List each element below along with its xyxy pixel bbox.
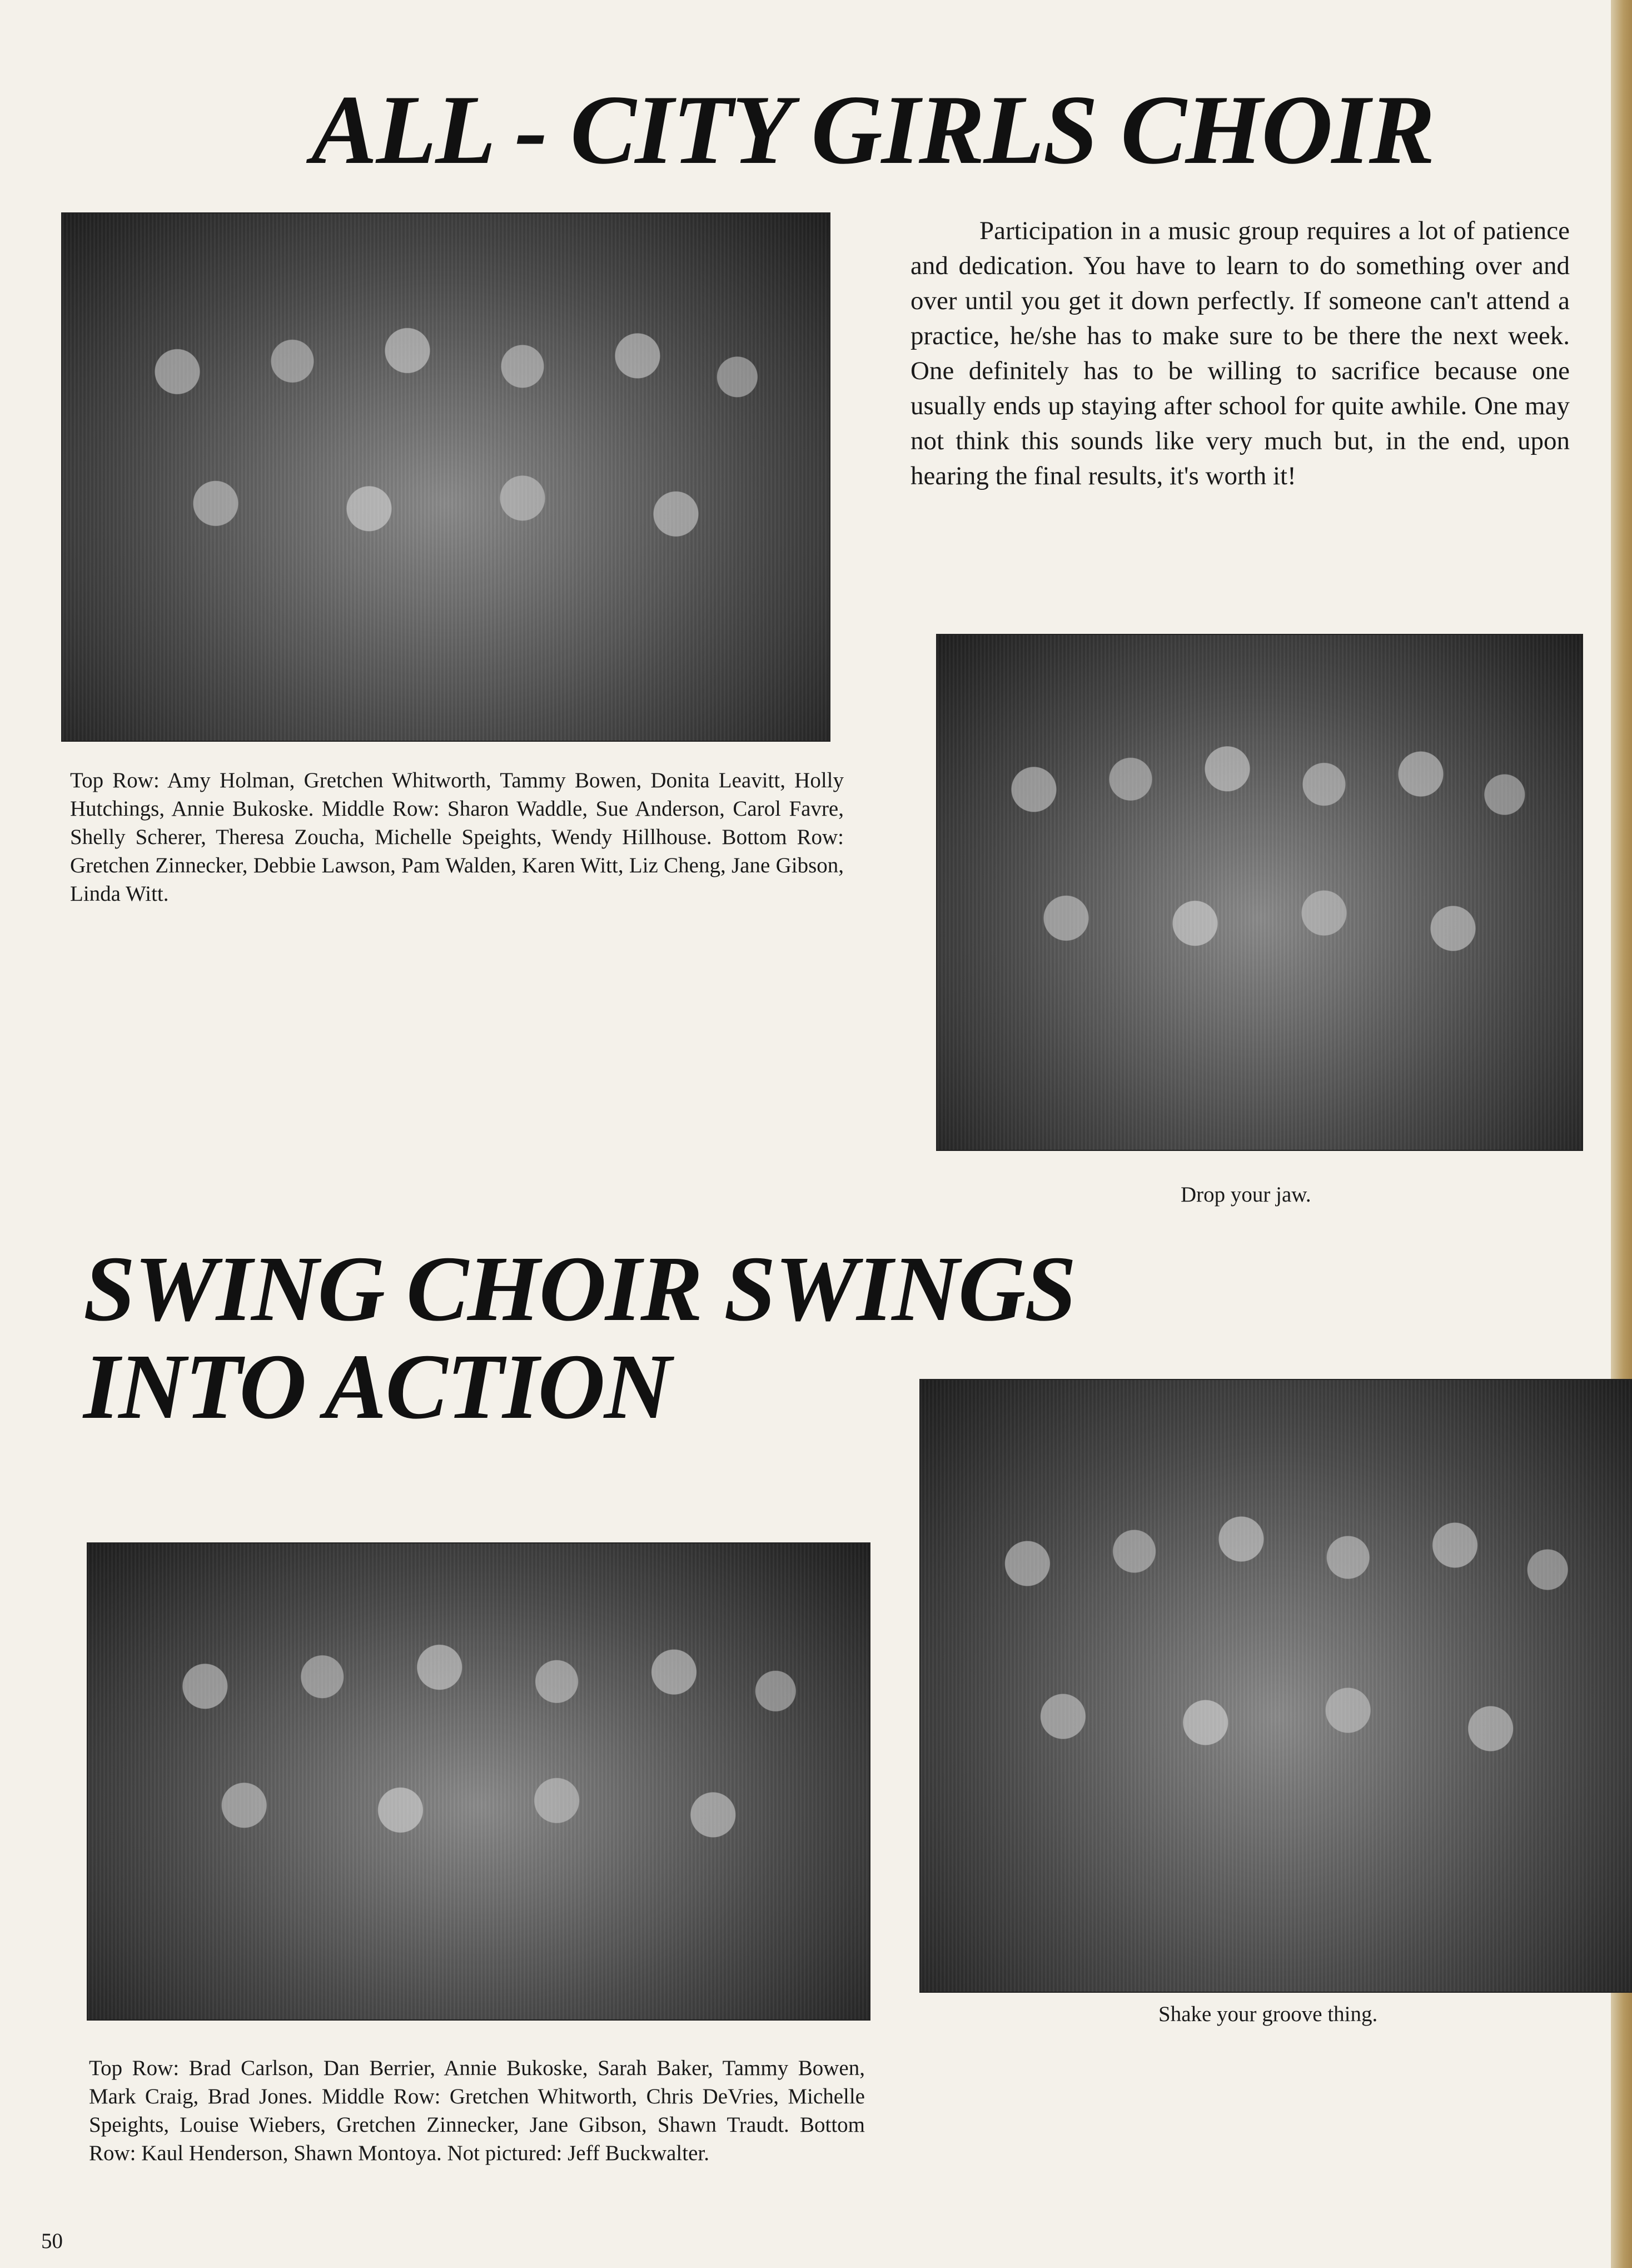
swing-choir-headline-line1: SWING CHOIR SWINGS [83, 1237, 1076, 1341]
swing-choir-group-photo [87, 1542, 870, 2021]
rehearsal-photo-caption: Drop your jaw. [1181, 1183, 1311, 1207]
girls-choir-group-photo [61, 212, 830, 742]
choir-participation-paragraph: Participation in a music group requires a lot of patience and dedication. You have to learn to do something over and over until you get it down perfectly. If someone can't attend a practice, he/she has to make sure to be there the next week. One definitely has to be willing to sacrifice because one usually ends up staying after school for quite awhile. One may not think this sounds like very much but, in the end, upon hearing the final results, it's worth it! [910, 216, 1570, 490]
swing-choir-photo-caption: Top Row: Brad Carlson, Dan Berrier, Annie Bukoske, Sarah Baker, Tammy Bowen, Mark Craig, Brad Jones. Middle Row: Gretchen Whitworth, Chris DeVries, Michelle Speights, Louise Wiebers, Gretchen Zinnecker, Jane Gibson, Shawn Traudt. Bottom Row: Kaul Henderson, Shawn Montoya. Not pictured: Jeff Buckwalter. [89, 2056, 865, 2165]
dance-photo-caption: Shake your groove thing. [1158, 2002, 1378, 2026]
swing-choir-headline-line2: INTO ACTION [83, 1335, 671, 1439]
page-number: 50 [41, 2229, 63, 2253]
girls-choir-headline: ALL - CITY GIRLS CHOIR [311, 75, 1434, 185]
dance-practice-photo [919, 1379, 1632, 1993]
rehearsal-photo [936, 634, 1583, 1151]
girls-choir-photo-caption: Top Row: Amy Holman, Gretchen Whitworth, Tammy Bowen, Donita Leavitt, Holly Hutchings, Annie Bukoske. Middle Row: Sharon Waddle, Sue Anderson, Carol Favre, Shelly Scherer, Theresa Zoucha, Michelle Speights, Wendy Hillhouse. Bottom Row: Gretchen Zinnecker, Debbie Lawson, Pam Walden, Karen Witt, Liz Cheng, Jane Gibson, Linda Witt. [70, 768, 844, 906]
